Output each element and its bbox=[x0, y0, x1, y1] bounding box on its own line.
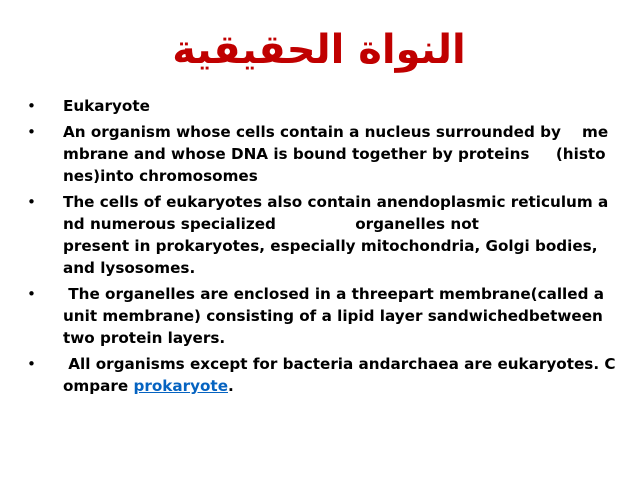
bullet-marker: • bbox=[27, 285, 36, 303]
bullet-item bbox=[24, 121, 624, 187]
bullet-text: two protein layers. bbox=[63, 329, 226, 347]
bullet-item bbox=[24, 95, 624, 117]
bullet-text: nes)into chromosomes bbox=[63, 167, 258, 185]
bullet-text: mbrane and whose DNA is bound together by proteins (histo bbox=[63, 145, 606, 163]
bullet-text: nd numerous specialized organelles not bbox=[63, 215, 479, 233]
bullet-text: An organism whose cells contain a nucleus surrounded by me bbox=[63, 123, 609, 141]
bullet-text-suffix: . bbox=[228, 377, 234, 395]
bullet-text: Eukaryote bbox=[63, 97, 150, 115]
slide-title: النواة الحقيقية bbox=[172, 27, 466, 73]
bullet-text: unit membrane) consisting of a lipid layer sandwichedbetween bbox=[63, 307, 603, 325]
bullet-text: All organisms except for bacteria andarchaea are eukaryotes. C bbox=[63, 355, 616, 373]
bullet-item bbox=[24, 191, 624, 279]
bullet-marker: • bbox=[27, 193, 36, 211]
bullet-text: and lysosomes. bbox=[63, 259, 196, 277]
bullet-text: present in prokaryotes, especially mitochondria, Golgi bodies, bbox=[63, 237, 598, 255]
bullet-list bbox=[24, 95, 624, 401]
bullet-text-prefix: ompare bbox=[63, 377, 134, 395]
bullet-marker: • bbox=[27, 355, 36, 373]
bullet-item bbox=[24, 353, 624, 397]
bullet-item bbox=[24, 283, 624, 349]
bullet-text: The cells of eukaryotes also contain anendoplasmic reticulum a bbox=[63, 193, 609, 211]
bullet-marker: • bbox=[27, 97, 36, 115]
bullet-text-last bbox=[63, 375, 624, 397]
bullet-text: The organelles are enclosed in a threepart membrane(called a bbox=[63, 285, 604, 303]
prokaryote-link[interactable]: prokaryote bbox=[133, 377, 228, 395]
bullet-marker: • bbox=[27, 123, 36, 141]
